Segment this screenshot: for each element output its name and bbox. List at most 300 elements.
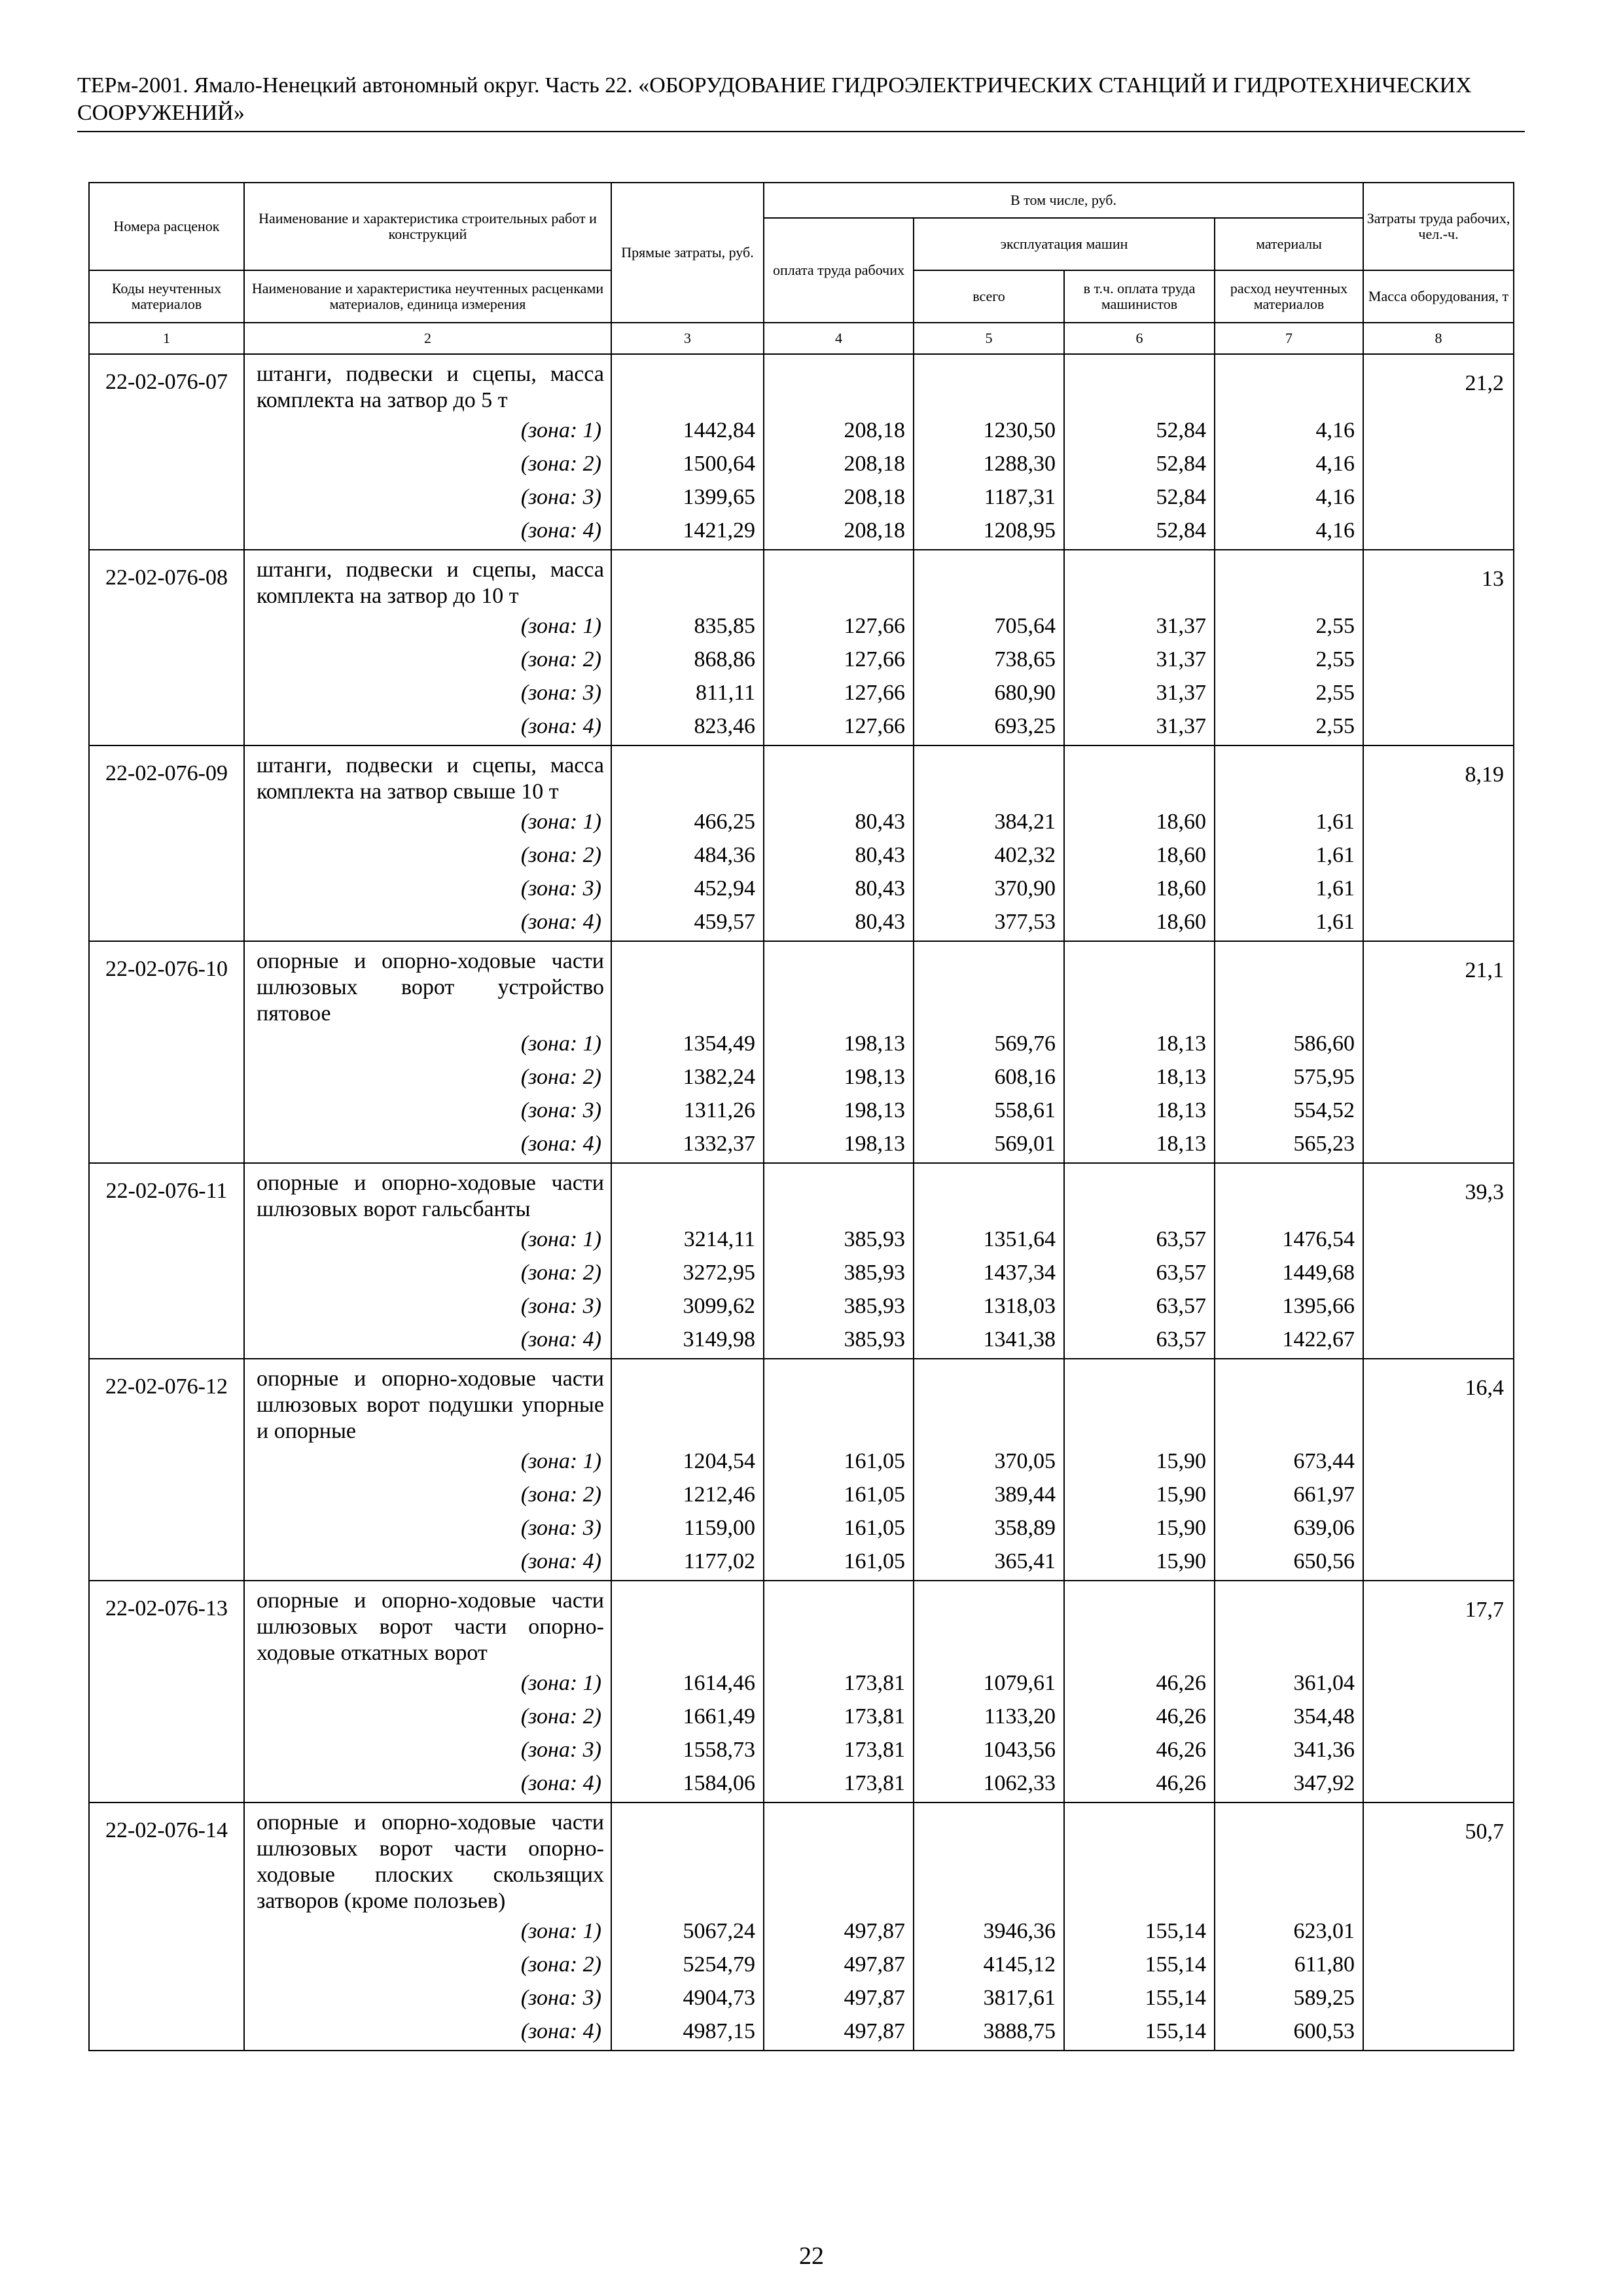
empty-cell bbox=[1363, 1948, 1514, 1981]
header-equipment-mass: Масса оборудования, т bbox=[1363, 270, 1514, 323]
workers-pay-value: 385,93 bbox=[764, 1289, 914, 1323]
direct-costs-value: 484,36 bbox=[611, 838, 764, 872]
zone-label: (зона: 3) bbox=[244, 1981, 611, 2015]
materials-value: 586,60 bbox=[1215, 1027, 1363, 1060]
workers-pay-value: 173,81 bbox=[764, 1733, 914, 1767]
rate-description: опорные и опорно-ходовые части шлюзовых ворот части опорно-ходовые откатных ворот bbox=[244, 1581, 611, 1666]
zone-label: (зона: 2) bbox=[244, 1948, 611, 1981]
zone-row bbox=[89, 1027, 1514, 1060]
empty-cell bbox=[89, 1700, 244, 1733]
empty-cell bbox=[89, 872, 244, 905]
workers-pay-value: 80,43 bbox=[764, 838, 914, 872]
machines-total-value: 4145,12 bbox=[914, 1948, 1064, 1981]
operators-pay-value: 155,14 bbox=[1064, 1948, 1215, 1981]
empty-cell bbox=[1363, 447, 1514, 480]
materials-value: 1395,66 bbox=[1215, 1289, 1363, 1323]
header-material-codes: Коды неучтенных материалов bbox=[89, 270, 244, 323]
empty-cell bbox=[89, 1981, 244, 2015]
column-number: 7 bbox=[1215, 323, 1363, 354]
materials-value: 673,44 bbox=[1215, 1444, 1363, 1478]
empty-cell bbox=[1064, 354, 1215, 414]
materials-value: 600,53 bbox=[1215, 2015, 1363, 2051]
operators-pay-value: 46,26 bbox=[1064, 1767, 1215, 1803]
zone-row bbox=[89, 1444, 1514, 1478]
operators-pay-value: 31,37 bbox=[1064, 676, 1215, 709]
empty-cell bbox=[89, 1094, 244, 1127]
equipment-mass: 8,19 bbox=[1363, 745, 1514, 805]
rate-title-row bbox=[89, 745, 1514, 805]
zone-label: (зона: 4) bbox=[244, 514, 611, 550]
zone-row bbox=[89, 1666, 1514, 1700]
direct-costs-value: 1421,29 bbox=[611, 514, 764, 550]
operators-pay-value: 63,57 bbox=[1064, 1323, 1215, 1359]
zone-label: (зона: 3) bbox=[244, 1289, 611, 1323]
direct-costs-value: 4987,15 bbox=[611, 2015, 764, 2051]
machines-total-value: 569,01 bbox=[914, 1127, 1064, 1163]
materials-value: 2,55 bbox=[1215, 609, 1363, 643]
rate-group bbox=[89, 1163, 1514, 1359]
rate-description: штанги, подвески и сцепы, масса комплекта на затвор свыше 10 т bbox=[244, 745, 611, 805]
empty-cell bbox=[914, 1803, 1064, 1914]
empty-cell bbox=[764, 1359, 914, 1444]
materials-value: 361,04 bbox=[1215, 1666, 1363, 1700]
rate-code: 22-02-076-11 bbox=[89, 1163, 244, 1223]
empty-cell bbox=[611, 354, 764, 414]
header-labor-costs: Затраты труда рабочих, чел.-ч. bbox=[1363, 183, 1514, 270]
empty-cell bbox=[1363, 1914, 1514, 1948]
materials-value: 354,48 bbox=[1215, 1700, 1363, 1733]
operators-pay-value: 52,84 bbox=[1064, 414, 1215, 447]
zone-row bbox=[89, 676, 1514, 709]
rate-description: штанги, подвески и сцепы, масса комплекта на затвор до 5 т bbox=[244, 354, 611, 414]
zone-label: (зона: 1) bbox=[244, 609, 611, 643]
operators-pay-value: 155,14 bbox=[1064, 1981, 1215, 2015]
workers-pay-value: 208,18 bbox=[764, 447, 914, 480]
empty-cell bbox=[914, 354, 1064, 414]
materials-value: 1,61 bbox=[1215, 838, 1363, 872]
header-rate-numbers: Номера расценок bbox=[89, 183, 244, 270]
machines-total-value: 680,90 bbox=[914, 676, 1064, 709]
operators-pay-value: 46,26 bbox=[1064, 1733, 1215, 1767]
zone-row bbox=[89, 514, 1514, 550]
empty-cell bbox=[914, 1581, 1064, 1666]
rate-group bbox=[89, 550, 1514, 745]
empty-cell bbox=[89, 480, 244, 514]
empty-cell bbox=[1215, 354, 1363, 414]
empty-cell bbox=[1363, 2015, 1514, 2051]
direct-costs-value: 1212,46 bbox=[611, 1478, 764, 1511]
header-workers-pay: оплата труда рабочих bbox=[764, 218, 914, 323]
machines-total-value: 608,16 bbox=[914, 1060, 1064, 1094]
zone-label: (зона: 3) bbox=[244, 1733, 611, 1767]
header-including: В том числе, руб. bbox=[764, 183, 1363, 218]
materials-value: 4,16 bbox=[1215, 480, 1363, 514]
empty-cell bbox=[764, 941, 914, 1027]
column-number: 4 bbox=[764, 323, 914, 354]
empty-cell bbox=[1363, 676, 1514, 709]
materials-value: 661,97 bbox=[1215, 1478, 1363, 1511]
empty-cell bbox=[764, 1163, 914, 1223]
workers-pay-value: 385,93 bbox=[764, 1323, 914, 1359]
header-machines-total: всего bbox=[914, 270, 1064, 323]
empty-cell bbox=[914, 745, 1064, 805]
direct-costs-value: 3099,62 bbox=[611, 1289, 764, 1323]
rate-title-row bbox=[89, 1163, 1514, 1223]
empty-cell bbox=[764, 1581, 914, 1666]
empty-cell bbox=[914, 941, 1064, 1027]
zone-label: (зона: 4) bbox=[244, 709, 611, 745]
operators-pay-value: 18,60 bbox=[1064, 872, 1215, 905]
machines-total-value: 1437,34 bbox=[914, 1256, 1064, 1289]
workers-pay-value: 208,18 bbox=[764, 480, 914, 514]
rate-title-row bbox=[89, 354, 1514, 414]
header-unaccounted-name: Наименование и характеристика неучтенных расценками материалов, единица измерения bbox=[244, 270, 611, 323]
zone-label: (зона: 4) bbox=[244, 1127, 611, 1163]
header-operators-pay: в т.ч. оплата труда машинистов bbox=[1064, 270, 1215, 323]
machines-total-value: 389,44 bbox=[914, 1478, 1064, 1511]
empty-cell bbox=[1363, 1323, 1514, 1359]
rate-group bbox=[89, 745, 1514, 941]
materials-value: 1,61 bbox=[1215, 905, 1363, 941]
rate-description: опорные и опорно-ходовые части шлюзовых ворот части опорно-ходовые плоских скользящих затворов (кроме полозьев) bbox=[244, 1803, 611, 1914]
zone-label: (зона: 1) bbox=[244, 1223, 611, 1256]
empty-cell bbox=[89, 447, 244, 480]
empty-cell bbox=[1363, 1981, 1514, 2015]
empty-cell bbox=[611, 941, 764, 1027]
rate-title-row bbox=[89, 1803, 1514, 1914]
operators-pay-value: 155,14 bbox=[1064, 2015, 1215, 2051]
rate-title-row bbox=[89, 1581, 1514, 1666]
operators-pay-value: 15,90 bbox=[1064, 1545, 1215, 1581]
empty-cell bbox=[764, 1803, 914, 1914]
zone-row bbox=[89, 609, 1514, 643]
empty-cell bbox=[89, 1060, 244, 1094]
empty-cell bbox=[89, 414, 244, 447]
zone-label: (зона: 3) bbox=[244, 872, 611, 905]
empty-cell bbox=[89, 1223, 244, 1256]
table-header bbox=[89, 183, 1514, 354]
equipment-mass: 21,1 bbox=[1363, 941, 1514, 1027]
materials-value: 1,61 bbox=[1215, 872, 1363, 905]
empty-cell bbox=[89, 1948, 244, 1981]
empty-cell bbox=[1363, 1545, 1514, 1581]
operators-pay-value: 52,84 bbox=[1064, 514, 1215, 550]
empty-cell bbox=[1215, 1581, 1363, 1666]
empty-cell bbox=[89, 1914, 244, 1948]
empty-cell bbox=[89, 1444, 244, 1478]
materials-value: 575,95 bbox=[1215, 1060, 1363, 1094]
empty-cell bbox=[1363, 480, 1514, 514]
empty-cell bbox=[1215, 1359, 1363, 1444]
rate-title-row bbox=[89, 941, 1514, 1027]
empty-cell bbox=[611, 1581, 764, 1666]
empty-cell bbox=[1363, 1223, 1514, 1256]
rate-group bbox=[89, 354, 1514, 550]
empty-cell bbox=[89, 1027, 244, 1060]
machines-total-value: 1208,95 bbox=[914, 514, 1064, 550]
zone-label: (зона: 4) bbox=[244, 2015, 611, 2051]
workers-pay-value: 198,13 bbox=[764, 1060, 914, 1094]
machines-total-value: 705,64 bbox=[914, 609, 1064, 643]
direct-costs-value: 3272,95 bbox=[611, 1256, 764, 1289]
direct-costs-value: 1399,65 bbox=[611, 480, 764, 514]
zone-row bbox=[89, 480, 1514, 514]
empty-cell bbox=[1363, 805, 1514, 838]
direct-costs-value: 835,85 bbox=[611, 609, 764, 643]
empty-cell bbox=[1064, 1581, 1215, 1666]
rate-code: 22-02-076-08 bbox=[89, 550, 244, 609]
empty-cell bbox=[89, 805, 244, 838]
zone-row bbox=[89, 1060, 1514, 1094]
zone-label: (зона: 4) bbox=[244, 1767, 611, 1803]
machines-total-value: 1318,03 bbox=[914, 1289, 1064, 1323]
zone-label: (зона: 1) bbox=[244, 1914, 611, 1948]
direct-costs-value: 868,86 bbox=[611, 643, 764, 676]
empty-cell bbox=[1363, 1767, 1514, 1803]
empty-cell bbox=[1363, 1733, 1514, 1767]
zone-label: (зона: 2) bbox=[244, 1700, 611, 1733]
empty-cell bbox=[89, 1256, 244, 1289]
header-divider bbox=[77, 131, 1525, 132]
zone-row bbox=[89, 838, 1514, 872]
direct-costs-value: 3149,98 bbox=[611, 1323, 764, 1359]
machines-total-value: 3946,36 bbox=[914, 1914, 1064, 1948]
machines-total-value: 384,21 bbox=[914, 805, 1064, 838]
operators-pay-value: 18,13 bbox=[1064, 1127, 1215, 1163]
direct-costs-value: 466,25 bbox=[611, 805, 764, 838]
machines-total-value: 370,90 bbox=[914, 872, 1064, 905]
empty-cell bbox=[89, 709, 244, 745]
operators-pay-value: 31,37 bbox=[1064, 709, 1215, 745]
zone-row bbox=[89, 1700, 1514, 1733]
materials-value: 639,06 bbox=[1215, 1511, 1363, 1545]
direct-costs-value: 1614,46 bbox=[611, 1666, 764, 1700]
empty-cell bbox=[611, 1163, 764, 1223]
workers-pay-value: 80,43 bbox=[764, 872, 914, 905]
zone-row bbox=[89, 1914, 1514, 1948]
equipment-mass: 17,7 bbox=[1363, 1581, 1514, 1666]
empty-cell bbox=[1215, 550, 1363, 609]
direct-costs-value: 459,57 bbox=[611, 905, 764, 941]
zone-label: (зона: 4) bbox=[244, 1323, 611, 1359]
empty-cell bbox=[1363, 1444, 1514, 1478]
workers-pay-value: 161,05 bbox=[764, 1444, 914, 1478]
materials-value: 1,61 bbox=[1215, 805, 1363, 838]
materials-value: 347,92 bbox=[1215, 1767, 1363, 1803]
direct-costs-value: 1332,37 bbox=[611, 1127, 764, 1163]
zone-row bbox=[89, 1323, 1514, 1359]
empty-cell bbox=[1064, 1803, 1215, 1914]
machines-total-value: 365,41 bbox=[914, 1545, 1064, 1581]
rate-group bbox=[89, 1803, 1514, 2051]
empty-cell bbox=[1363, 414, 1514, 447]
zone-label: (зона: 3) bbox=[244, 1094, 611, 1127]
column-number: 8 bbox=[1363, 323, 1514, 354]
rate-group bbox=[89, 941, 1514, 1163]
operators-pay-value: 18,13 bbox=[1064, 1060, 1215, 1094]
zone-label: (зона: 1) bbox=[244, 1027, 611, 1060]
empty-cell bbox=[1363, 709, 1514, 745]
workers-pay-value: 198,13 bbox=[764, 1094, 914, 1127]
materials-value: 1476,54 bbox=[1215, 1223, 1363, 1256]
empty-cell bbox=[1363, 1027, 1514, 1060]
workers-pay-value: 385,93 bbox=[764, 1256, 914, 1289]
empty-cell bbox=[914, 1163, 1064, 1223]
zone-row bbox=[89, 643, 1514, 676]
header-direct-costs: Прямые затраты, руб. bbox=[611, 183, 764, 323]
zone-label: (зона: 2) bbox=[244, 838, 611, 872]
machines-total-value: 1230,50 bbox=[914, 414, 1064, 447]
direct-costs-value: 1442,84 bbox=[611, 414, 764, 447]
direct-costs-value: 1500,64 bbox=[611, 447, 764, 480]
zone-label: (зона: 2) bbox=[244, 643, 611, 676]
zone-label: (зона: 4) bbox=[244, 905, 611, 941]
machines-total-value: 558,61 bbox=[914, 1094, 1064, 1127]
empty-cell bbox=[1363, 609, 1514, 643]
rate-code: 22-02-076-09 bbox=[89, 745, 244, 805]
zone-row bbox=[89, 1127, 1514, 1163]
workers-pay-value: 161,05 bbox=[764, 1511, 914, 1545]
workers-pay-value: 173,81 bbox=[764, 1666, 914, 1700]
empty-cell bbox=[1363, 1256, 1514, 1289]
empty-cell bbox=[1215, 941, 1363, 1027]
machines-total-value: 1341,38 bbox=[914, 1323, 1064, 1359]
materials-value: 589,25 bbox=[1215, 1981, 1363, 2015]
machines-total-value: 1079,61 bbox=[914, 1666, 1064, 1700]
rate-code: 22-02-076-10 bbox=[89, 941, 244, 1027]
materials-value: 623,01 bbox=[1215, 1914, 1363, 1948]
machines-total-value: 1351,64 bbox=[914, 1223, 1064, 1256]
empty-cell bbox=[1363, 872, 1514, 905]
zone-row bbox=[89, 805, 1514, 838]
empty-cell bbox=[1363, 1127, 1514, 1163]
materials-value: 2,55 bbox=[1215, 676, 1363, 709]
zone-label: (зона: 1) bbox=[244, 1444, 611, 1478]
empty-cell bbox=[611, 1803, 764, 1914]
equipment-mass: 39,3 bbox=[1363, 1163, 1514, 1223]
materials-value: 554,52 bbox=[1215, 1094, 1363, 1127]
machines-total-value: 1133,20 bbox=[914, 1700, 1064, 1733]
operators-pay-value: 155,14 bbox=[1064, 1914, 1215, 1948]
zone-row bbox=[89, 414, 1514, 447]
rate-title-row bbox=[89, 550, 1514, 609]
operators-pay-value: 18,13 bbox=[1064, 1094, 1215, 1127]
materials-value: 2,55 bbox=[1215, 643, 1363, 676]
machines-total-value: 1062,33 bbox=[914, 1767, 1064, 1803]
workers-pay-value: 198,13 bbox=[764, 1127, 914, 1163]
rate-description: опорные и опорно-ходовые части шлюзовых ворот подушки упорные и опорные bbox=[244, 1359, 611, 1444]
header-machines: эксплуатация машин bbox=[914, 218, 1215, 270]
empty-cell bbox=[1363, 1289, 1514, 1323]
rate-code: 22-02-076-13 bbox=[89, 1581, 244, 1666]
empty-cell bbox=[1363, 1511, 1514, 1545]
direct-costs-value: 4904,73 bbox=[611, 1981, 764, 2015]
empty-cell bbox=[1064, 1163, 1215, 1223]
zone-row bbox=[89, 1511, 1514, 1545]
empty-cell bbox=[89, 609, 244, 643]
zone-row bbox=[89, 1289, 1514, 1323]
rate-code: 22-02-076-12 bbox=[89, 1359, 244, 1444]
empty-cell bbox=[1064, 745, 1215, 805]
equipment-mass: 16,4 bbox=[1363, 1359, 1514, 1444]
empty-cell bbox=[89, 676, 244, 709]
empty-cell bbox=[914, 1359, 1064, 1444]
direct-costs-value: 1354,49 bbox=[611, 1027, 764, 1060]
empty-cell bbox=[1064, 1359, 1215, 1444]
zone-row bbox=[89, 1981, 1514, 2015]
empty-cell bbox=[1064, 941, 1215, 1027]
empty-cell bbox=[89, 1733, 244, 1767]
direct-costs-value: 1382,24 bbox=[611, 1060, 764, 1094]
empty-cell bbox=[1363, 838, 1514, 872]
rate-description: опорные и опорно-ходовые части шлюзовых ворот гальсбанты bbox=[244, 1163, 611, 1223]
direct-costs-value: 1177,02 bbox=[611, 1545, 764, 1581]
empty-cell bbox=[1363, 1700, 1514, 1733]
direct-costs-value: 1159,00 bbox=[611, 1511, 764, 1545]
empty-cell bbox=[1363, 643, 1514, 676]
zone-label: (зона: 1) bbox=[244, 805, 611, 838]
empty-cell bbox=[89, 2015, 244, 2051]
materials-value: 565,23 bbox=[1215, 1127, 1363, 1163]
zone-label: (зона: 3) bbox=[244, 676, 611, 709]
empty-cell bbox=[89, 1511, 244, 1545]
materials-value: 1422,67 bbox=[1215, 1323, 1363, 1359]
operators-pay-value: 46,26 bbox=[1064, 1666, 1215, 1700]
rate-description: опорные и опорно-ходовые части шлюзовых ворот устройство пятовое bbox=[244, 941, 611, 1027]
operators-pay-value: 15,90 bbox=[1064, 1444, 1215, 1478]
zone-label: (зона: 2) bbox=[244, 447, 611, 480]
zone-row bbox=[89, 1478, 1514, 1511]
operators-pay-value: 63,57 bbox=[1064, 1256, 1215, 1289]
zone-row bbox=[89, 1223, 1514, 1256]
operators-pay-value: 46,26 bbox=[1064, 1700, 1215, 1733]
direct-costs-value: 1584,06 bbox=[611, 1767, 764, 1803]
operators-pay-value: 18,60 bbox=[1064, 905, 1215, 941]
direct-costs-value: 3214,11 bbox=[611, 1223, 764, 1256]
equipment-mass: 13 bbox=[1363, 550, 1514, 609]
empty-cell bbox=[89, 1767, 244, 1803]
operators-pay-value: 63,57 bbox=[1064, 1289, 1215, 1323]
column-number: 1 bbox=[89, 323, 244, 354]
machines-total-value: 738,65 bbox=[914, 643, 1064, 676]
column-number: 5 bbox=[914, 323, 1064, 354]
direct-costs-value: 5254,79 bbox=[611, 1948, 764, 1981]
zone-label: (зона: 1) bbox=[244, 1666, 611, 1700]
direct-costs-value: 823,46 bbox=[611, 709, 764, 745]
zone-label: (зона: 3) bbox=[244, 480, 611, 514]
empty-cell bbox=[914, 550, 1064, 609]
rate-group bbox=[89, 1359, 1514, 1581]
operators-pay-value: 31,37 bbox=[1064, 643, 1215, 676]
empty-cell bbox=[1215, 745, 1363, 805]
workers-pay-value: 161,05 bbox=[764, 1478, 914, 1511]
operators-pay-value: 63,57 bbox=[1064, 1223, 1215, 1256]
workers-pay-value: 198,13 bbox=[764, 1027, 914, 1060]
direct-costs-value: 811,11 bbox=[611, 676, 764, 709]
column-number: 3 bbox=[611, 323, 764, 354]
empty-cell bbox=[89, 905, 244, 941]
header-unaccounted-consumption: расход неучтенных материалов bbox=[1215, 270, 1363, 323]
empty-cell bbox=[1363, 1478, 1514, 1511]
zone-row bbox=[89, 1545, 1514, 1581]
materials-value: 1449,68 bbox=[1215, 1256, 1363, 1289]
workers-pay-value: 497,87 bbox=[764, 1914, 914, 1948]
workers-pay-value: 208,18 bbox=[764, 514, 914, 550]
workers-pay-value: 80,43 bbox=[764, 805, 914, 838]
zone-label: (зона: 2) bbox=[244, 1478, 611, 1511]
empty-cell bbox=[1215, 1803, 1363, 1914]
zone-row bbox=[89, 709, 1514, 745]
